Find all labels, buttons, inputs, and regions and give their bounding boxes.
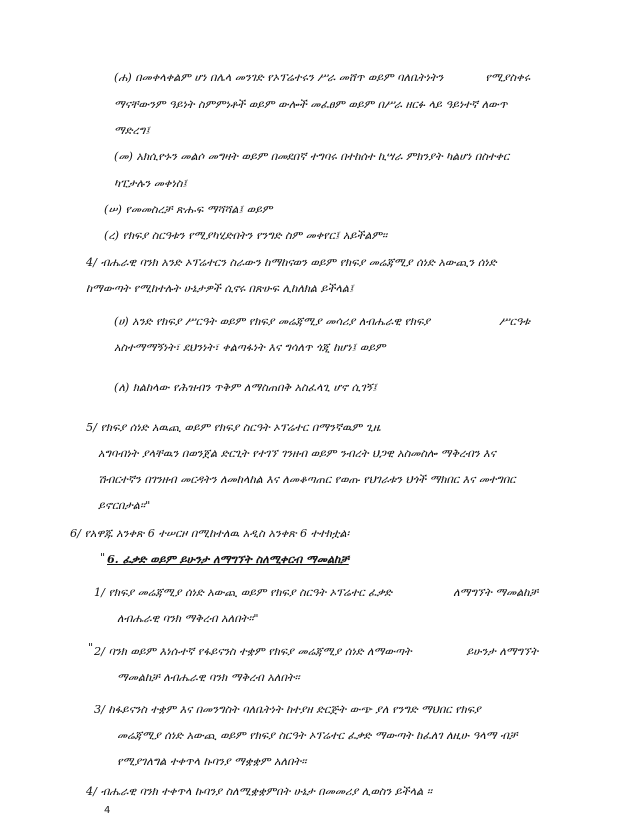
line-ha2-end: ሥርዓቱ [499,315,530,328]
line-6-4: 4/ ብሔራዊ ባንክ ተቀጥላ ኩባንያ ስለሚቋቋምበት ሁኔታ በመመሪያ ሊወስን ይችላል ። [86,785,432,798]
line-6-2 [94,645,538,659]
line-6-1-main: 1/ የክፍያ መሬጃሚያ ሰነድ አውጪ ወይም የክፍያ ስርዓት ኦፕሬተር ፈቃድ [94,586,392,599]
line-me: (መ) አክሲዮኑን መልሶ መግዛት ወይም በመደበኛ ተግባሩ በተከሰተ ኪሣራ ምክንያት ካልሆነ በስተቀር [114,150,510,163]
line-le: (ለ) ክልከላው የሕዝብን ጥቅም ለማስጠበቅ አስፈላጊ ሆኖ ሲገኝ፤ [114,381,377,394]
line-ha2 [114,315,530,329]
page-number: 4 [104,805,111,816]
line-6-3-cont-2: የሚያገለግል ተቀጥላ ኩባንያ ማቋቋም አለበት። [117,755,307,768]
line-item-4: 4/ ብሔራዊ ባንክ አንድ ኦፕሬተርን ስራውን ከማከናወን ወይም የክፍያ መሬጃሚያ ሰነድ አውጪን ሰነድ [86,256,497,269]
line-6-1-cont: ለብሔራዊ ባንክ ማቅረብ አለበት።" [117,612,259,625]
line-ha-main: (ሐ) በመቀላቀልም ሆነ በሌላ መንገድ የኦፕሬተሩን ሥራ መሸጥ ወይም ባለቤትነትን [114,71,444,84]
line-me-cont: ካፒታሉን መቀነስ፤ [114,177,187,190]
line-ha2-main: (ሀ) አንድ የክፍያ ሥርዓት ወይም የክፍያ መሬጃሚያ መሳሪያ ለብሔራዊ የክፍያ [114,315,431,328]
line-item-5: 5/ የክፍያ ሰነድ አዉጪ ወይም የክፍያ ስርዓት ኦፕሬተር በማንኛዉም ጊዜ [86,421,381,434]
line-ha2-cont: አስተማማኝነት፣ ደህንነት፣ ቀልጣፋነት እና ግሳለጥ ጎጂ ከሆነ፤ ወይም [114,341,386,354]
section-6-heading: 6. ፈቃድ ወይም ይሁንታ ለማግኘት ስለሚቀርብ ማመልከቻ [107,552,349,566]
line-6-2-open-quote: " [88,641,94,654]
line-6-1-end: ለማግኘት ማመልከቻ [453,586,538,599]
line-item-5-cont-3: ይኖርበታል።" [98,499,151,512]
line-item-5-cont-2: ሽብርተኛን በገንዘብ መርዳትን ለመከላከል እና ለመቆጣጠር የወጡ የህገራቱን ህጎች ማክበር እና መተግበር [98,473,516,486]
line-6-2-main: 2/ ባንክ ወይም እነሱተኛ የፋይናንስ ተቋም የክፍያ መሬጃሚያ ሰነድ ለማውጣት [94,645,412,658]
heading-open-quote: " [100,551,106,564]
line-6-3: 3/ ከፋይናንስ ተቋም እና በመንግስት ባለቤትነት ከተያዘ ድርጅት ውጭ ያለ የንግድ ማህበር የክፍያ [94,703,481,716]
line-se: (ሠ) የመመስረቻ ጽሑፍ ማሻሻል፤ ወይም [104,203,273,216]
line-item-5-cont-1: አግባብነት ያላቸዉን በወንጀል ድርጊት የተገኘ ገንዘብ ወይም ንብረት ህጋዊ አስመስሎ ማቅረብን እና [98,447,496,460]
line-ha-cont-1: ማናቸውንም ዓይነት ስምምነቶች ወይም ውሎች መፈፀም ወይም በሥራ ዘርፉ ላይ ዓይነተኛ ለውጥ [114,98,508,111]
line-6-1 [94,586,538,600]
line-6-2-end: ይሁንታ ለማግኘት [466,645,538,658]
line-ha-cont-2: ማድረግ፤ [114,124,150,137]
line-item-6-amendment: 6/ የአዋጁ አንቀጽ 6 ተሠርዞ በሚከተለዉ አዲስ አንቀጽ 6 ተተክቷል፡ [70,527,350,540]
line-6-2-cont: ማመልከቻ ለብሔራዊ ባንክ ማቅረብ አለበት። [117,671,300,684]
line-re: (ረ) የክፍያ ስርዓቱን የሚያካሂድበትን የንግድ ስም መቀየር፤ አይችልም። [104,229,388,242]
line-ha-end: የሚያስቀሩ [485,71,530,84]
line-ha [114,71,530,85]
line-6-3-cont-1: መሬጃሚያ ሰነድ አውጪ ወይም የክፍያ ስርዓት ኦፕሬተር ፈቃድ ማውጣት ከፈለገ ለዚሁ ዓላማ ብቻ [117,729,518,742]
line-item-4-cont: ከማውጣት የሚከተሉት ሁኔታዎች ሲኖሩ በጽሁፍ ሊከለክል ይችላል፤ [86,282,354,295]
